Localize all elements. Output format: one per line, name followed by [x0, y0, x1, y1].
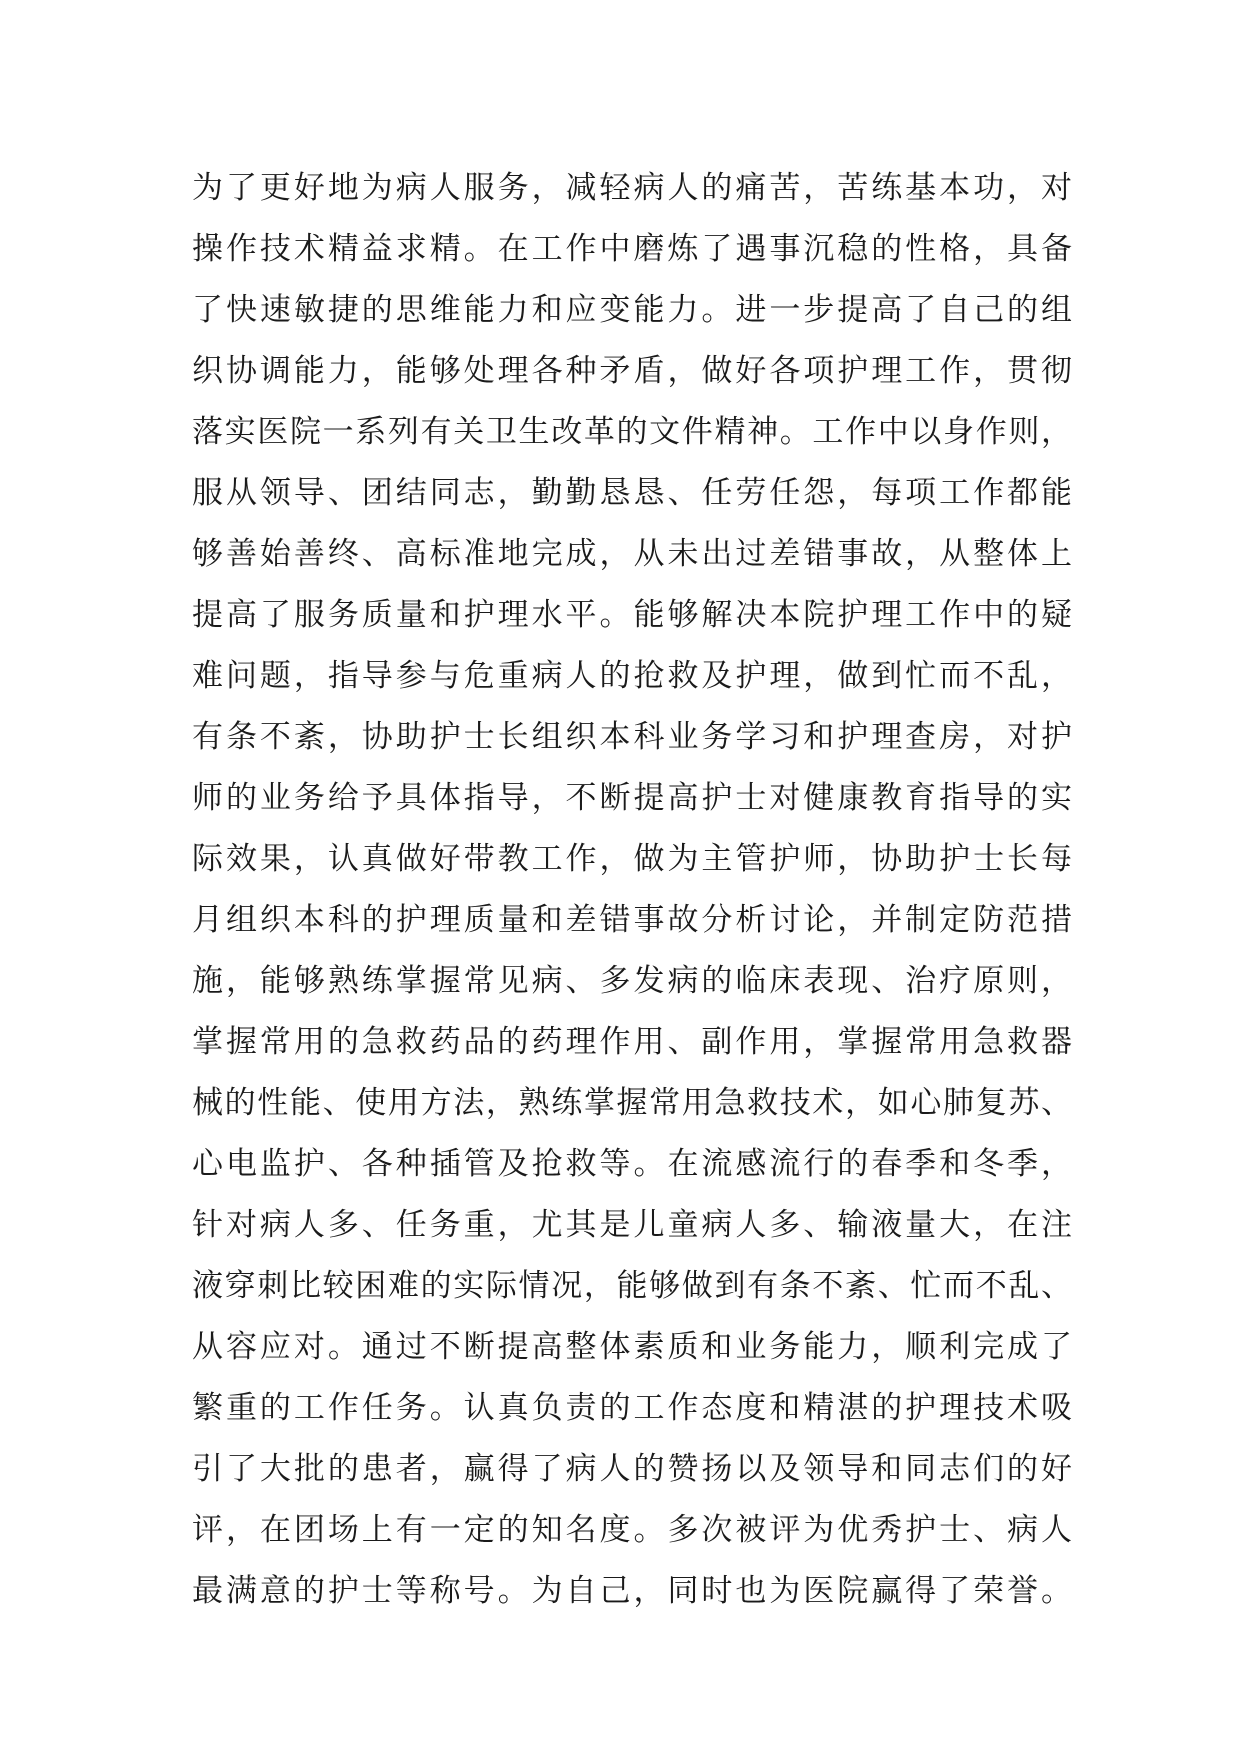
text-line: 服从领导、团结同志，勤勤恳恳、任劳任怨，每项工作都能 [192, 475, 1072, 511]
text-line: 了快速敏捷的思维能力和应变能力。进一步提高了自己的组 [192, 292, 1072, 328]
text-line: 针对病人多、任务重，尤其是儿童病人多、输液量大，在注 [192, 1207, 1072, 1243]
text-line: 繁重的工作任务。认真负责的工作态度和精湛的护理技术吸 [192, 1390, 1072, 1426]
text-line: 心电监护、各种插管及抢救等。在流感流行的春季和冬季， [192, 1146, 1072, 1182]
text-line: 际效果，认真做好带教工作，做为主管护师，协助护士长每 [192, 841, 1072, 877]
text-line: 最满意的护士等称号。为自己，同时也为医院赢得了荣誉。 [192, 1573, 1072, 1609]
text-line: 操作技术精益求精。在工作中磨炼了遇事沉稳的性格，具备 [192, 231, 1072, 267]
text-line: 为了更好地为病人服务，减轻病人的痛苦，苦练基本功，对 [192, 170, 1072, 206]
text-line: 施，能够熟练掌握常见病、多发病的临床表现、治疗原则， [192, 963, 1072, 999]
text-line: 掌握常用的急救药品的药理作用、副作用，掌握常用急救器 [192, 1024, 1072, 1060]
text-line: 评，在团场上有一定的知名度。多次被评为优秀护士、病人 [192, 1512, 1072, 1548]
text-line: 难问题，指导参与危重病人的抢救及护理，做到忙而不乱， [192, 658, 1072, 694]
text-line: 够善始善终、高标准地完成，从未出过差错事故，从整体上 [192, 536, 1072, 572]
text-line: 液穿刺比较困难的实际情况，能够做到有条不紊、忙而不乱、 [192, 1268, 1072, 1304]
text-line: 落实医院一系列有关卫生改革的文件精神。工作中以身作则， [192, 414, 1072, 450]
text-line: 织协调能力，能够处理各种矛盾，做好各项护理工作，贯彻 [192, 353, 1072, 389]
text-line: 从容应对。通过不断提高整体素质和业务能力，顺利完成了 [192, 1329, 1072, 1365]
text-line: 引了大批的患者，赢得了病人的赞扬以及领导和同志们的好 [192, 1451, 1072, 1487]
text-line: 械的性能、使用方法，熟练掌握常用急救技术，如心肺复苏、 [192, 1085, 1072, 1121]
text-line: 月组织本科的护理质量和差错事故分析讨论，并制定防范措 [192, 902, 1072, 938]
text-line: 师的业务给予具体指导，不断提高护士对健康教育指导的实 [192, 780, 1072, 816]
body-paragraph [192, 158, 1072, 1622]
text-line: 提高了服务质量和护理水平。能够解决本院护理工作中的疑 [192, 597, 1072, 633]
text-line: 有条不紊，协助护士长组织本科业务学习和护理查房，对护 [192, 719, 1072, 755]
